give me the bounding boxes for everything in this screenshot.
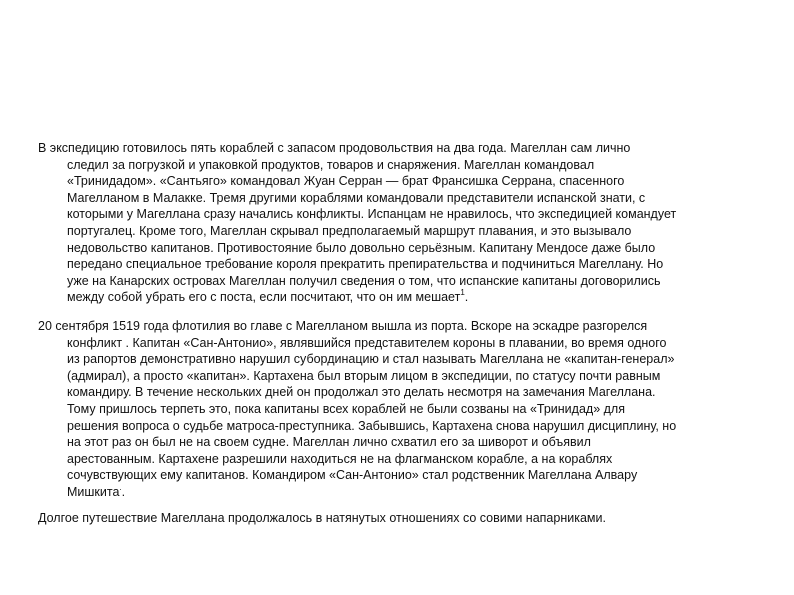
text-line: на этот раз он был не на своем судне. Магеллан лично схватил его за шиворот и объявил bbox=[67, 435, 591, 450]
text-line: (адмирал), а просто «капитан». Картахена был вторым лицом в экспедиции, по статусу почти равным bbox=[67, 368, 661, 383]
paragraph-departure-conflict bbox=[38, 318, 754, 501]
text-line: арестованным. Картахене разрешили находиться не на флагманском корабле, а на кораблях bbox=[67, 451, 613, 466]
text-line: уже на Канарских островах Магеллан получил сведения о том, что испанские капитаны договорились bbox=[67, 273, 661, 288]
text-line-last: Мишкита.. bbox=[67, 482, 126, 499]
text-line: Магелланом в Малакке. Тремя другими кораблями командовали представители испанской знати, с bbox=[67, 190, 646, 205]
text-line: сочувствующих ему капитанов. Командиром «Сан-Антонио» стал родственник Магеллана Алвару bbox=[67, 468, 638, 483]
text-line-content: между собой убрать его с поста, если посчитают, что он им мешает bbox=[67, 290, 461, 305]
paragraph-expedition-preparation bbox=[38, 140, 754, 306]
paragraph-long-voyage bbox=[38, 510, 754, 527]
text-line: «Тринидадом». «Сантьяго» командовал Жуан Серран — брат Франсишка Серрана, спасенного bbox=[67, 174, 625, 189]
text-line: конфликт . Капитан «Сан-Антонио», являвшийся представителем короны в плавании, во время одного bbox=[67, 335, 667, 350]
text-line: решения вопроса о судьбе матроса-преступника. Забывшись, Картахена снова нарушил дисциплину, но bbox=[67, 418, 677, 433]
text-line-last: между собой убрать его с поста, если посчитают, что он им мешает$^1$. bbox=[67, 288, 469, 305]
text-line: следил за погрузкой и упаковкой продуктов, товаров и снаряжения. Магеллан командовал bbox=[67, 157, 595, 172]
text-line: из рапортов демонстративно нарушил субординацию и стал называть Магеллана не «капитан-генерал» bbox=[67, 352, 675, 367]
text-line: передано специальное требование короля прекратить препирательства и подчиниться Магеллану. Но bbox=[67, 257, 664, 272]
text-line: командиру. В течение нескольких дней он продолжал это делать несмотря на замечания Магеллана. bbox=[67, 385, 656, 400]
text-line: португалец. Кроме того, Магеллан скрывал предполагаемый маршрут плавания, и это вызывало bbox=[67, 223, 632, 238]
footnote-mark: 1 bbox=[460, 288, 465, 298]
footnote-mark: . bbox=[119, 482, 122, 492]
text-line-content: Мишкита bbox=[67, 484, 120, 499]
text-line: которыми у Магеллана сразу начались конфликты. Испанцам не нравилось, что экспедицией командует bbox=[67, 207, 677, 222]
text-line: Долгое путешествие Магеллана продолжалось в натянутых отношениях со совими напарниками. bbox=[38, 511, 606, 525]
text-line: недовольство капитанов. Противостояние было довольно серьёзным. Капитану Мендосе даже было bbox=[67, 240, 656, 255]
text-line: 20 сентября 1519 года флотилия во главе с Магелланом вышла из порта. Вскоре на эскадре разгорелся bbox=[38, 319, 648, 333]
text-line: В экспедицию готовилось пять кораблей с запасом продовольствия на два года. Магеллан сам лично bbox=[38, 141, 631, 155]
text-line: Тому пришлось терпеть это, пока капитаны всех кораблей не были созваны на «Тринидад» для bbox=[67, 401, 625, 416]
